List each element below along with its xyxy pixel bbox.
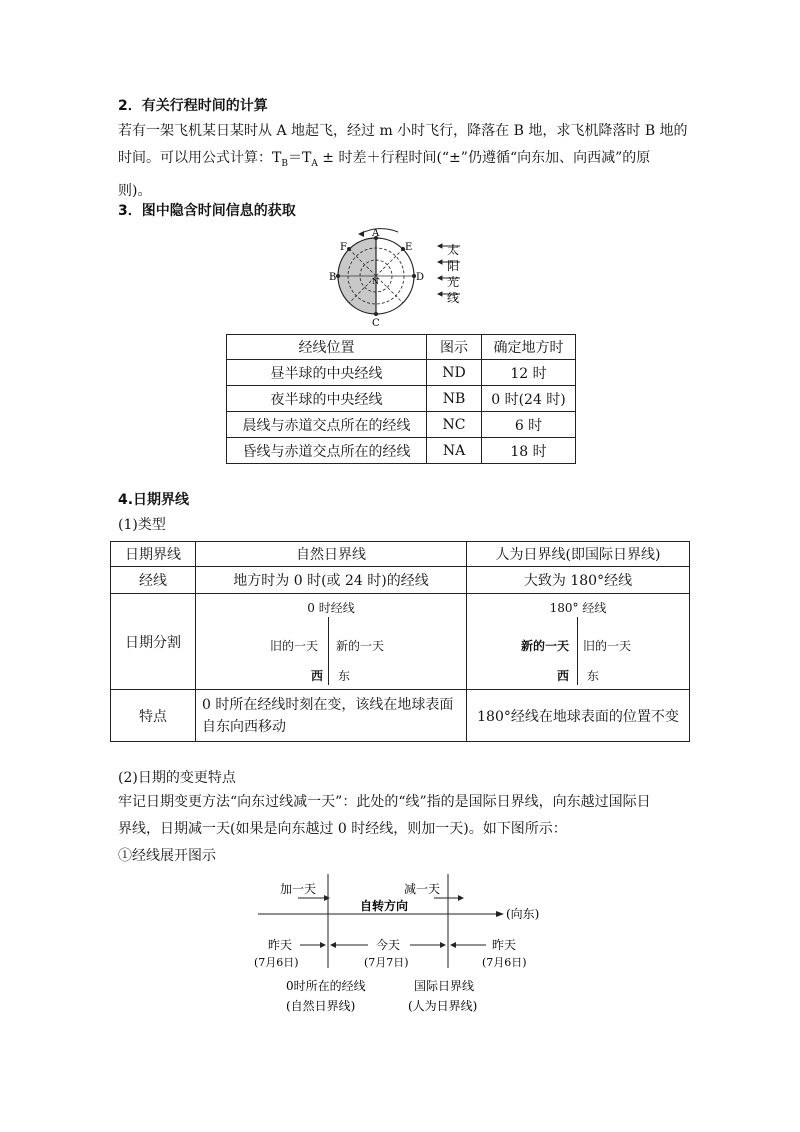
sun-char-3: 光 xyxy=(447,275,460,289)
intl-line-caption: 国际日界线 xyxy=(414,979,475,993)
int-left-label: 新的一天 xyxy=(521,638,570,653)
table-cell: NB xyxy=(427,386,482,412)
table-cell: 昏线与赤道交点所在的经线 xyxy=(227,438,427,464)
section4-para-line2: 界线，日期减一天(如果是向东越过 0 时经线，则加一天)。如下图所示： xyxy=(118,821,567,837)
col-header: 确定地方时 xyxy=(482,335,576,360)
section4-paragraph xyxy=(118,789,651,843)
label-e: E xyxy=(405,242,413,253)
section3-heading: 3．图中隐含时间信息的获取 xyxy=(118,203,296,219)
r3-c1-line1: 0 时所在经线时刻在变，该线在地球表面 xyxy=(202,696,454,713)
section4-heading: 4.日期界线 xyxy=(118,492,190,508)
table-cell: NA xyxy=(427,438,482,464)
label-d: D xyxy=(416,272,425,283)
table-cell: 6 时 xyxy=(482,412,576,438)
row-label: 经线 xyxy=(111,567,196,594)
east-label: (向东) xyxy=(506,907,540,921)
row-label: 特点 xyxy=(111,690,196,742)
yesterday-date-2: (7月6日) xyxy=(482,956,527,969)
section2-heading: 2．有关行程时间的计算 xyxy=(118,98,268,114)
nat-west-label: 西 xyxy=(311,668,324,683)
intl-date-split-cell xyxy=(467,594,690,690)
section4-para-line1: 牢记日期变更方法“向东过线减一天”：此处的“线”指的是国际日界线，向东越过国际日 xyxy=(118,794,651,810)
section4-sub2: (2)日期的变更特点 xyxy=(118,770,236,786)
sun-char-1: 太 xyxy=(447,243,460,257)
table-cell: 夜半球的中央经线 xyxy=(227,386,427,412)
meridian-time-table xyxy=(226,334,576,464)
table-row xyxy=(227,360,576,386)
table-header-row xyxy=(227,335,576,360)
row-label: 日期分割 xyxy=(111,594,196,690)
natural-date-split-cell xyxy=(196,594,467,690)
nat-divider xyxy=(328,617,329,685)
yesterday-label-2: 昨天 xyxy=(492,938,517,952)
table-cell: NC xyxy=(427,412,482,438)
table-row xyxy=(227,386,576,412)
date-line-table xyxy=(110,541,690,742)
section2-line1: 若有一架飞机某日某时从 A 地起飞，经过 m 小时飞行，降落在 B 地，求飞机降落时 B 地的 xyxy=(118,123,688,139)
int-right-label: 旧的一天 xyxy=(583,638,632,653)
label-b: B xyxy=(329,272,337,283)
today-date: (7月7日) xyxy=(364,956,409,969)
nat-right-label: 新的一天 xyxy=(336,638,385,653)
today-label: 今天 xyxy=(376,938,401,952)
col-header: 经线位置 xyxy=(227,335,427,360)
table-row xyxy=(227,412,576,438)
zero-meridian-caption: 0时所在的经线 xyxy=(286,979,366,993)
table-row xyxy=(227,438,576,464)
globe-diagram xyxy=(320,222,500,332)
nat-left-label: 旧的一天 xyxy=(270,638,319,653)
table-cell: 180°经线在地球表面的位置不变 xyxy=(467,690,690,742)
section4-sub3: ①经线展开图示 xyxy=(118,848,216,864)
yesterday-label-1: 昨天 xyxy=(268,938,293,952)
table-cell: 12 时 xyxy=(482,360,576,386)
rotation-arrowhead xyxy=(358,231,364,237)
nat-top-label: 0 时经线 xyxy=(307,600,355,615)
r3-c1-line2: 自东向西移动 xyxy=(202,718,286,735)
table-cell: ND xyxy=(427,360,482,386)
int-top-label: 180° 经线 xyxy=(549,600,607,615)
table-row xyxy=(111,567,690,594)
table-cell: 18 时 xyxy=(482,438,576,464)
int-west-label: 西 xyxy=(557,668,570,683)
label-f: F xyxy=(340,242,347,253)
section2-line2: 时间。可以用公式计算：$T_B=T_A$ ± 时差＋行程时间(“±”仍遵循“向东加、向西减”的原 xyxy=(118,150,651,169)
col-header: 日期界线 xyxy=(111,542,196,567)
minus-day-label: 减一天 xyxy=(404,882,441,896)
yesterday-date-1: (7月6日) xyxy=(254,956,299,969)
table-cell: 昼半球的中央经线 xyxy=(227,360,427,386)
col-header: 自然日界线 xyxy=(196,542,467,567)
zero-meridian-caption-sub: (自然日界线) xyxy=(286,999,356,1013)
table-cell: 地方时为 0 时(或 24 时)的经线 xyxy=(196,567,467,594)
rotation-direction-label: 自转方向 xyxy=(360,899,409,913)
table-cell: 晨线与赤道交点所在的经线 xyxy=(227,412,427,438)
label-a: A xyxy=(372,228,380,239)
table-row xyxy=(111,690,690,742)
table-cell: 大致为 180°经线 xyxy=(467,567,690,594)
table-cell: 0 时(24 时) xyxy=(482,386,576,412)
section2-paragraph xyxy=(118,118,718,205)
col-header: 人为日界线(即国际日界线) xyxy=(467,542,690,567)
sun-char-2: 阳 xyxy=(447,259,460,273)
int-east-label: 东 xyxy=(587,668,600,683)
table-row xyxy=(111,594,690,690)
label-c: C xyxy=(372,318,380,329)
meridian-expansion-figure xyxy=(250,868,570,1028)
section4-sub1: (1)类型 xyxy=(118,517,166,533)
table-cell xyxy=(196,690,467,742)
int-divider xyxy=(577,617,578,685)
section2-line3: 则)。 xyxy=(118,182,152,199)
table-header-row xyxy=(111,542,690,567)
intl-line-caption-sub: (人为日界线) xyxy=(408,999,478,1013)
col-header: 图示 xyxy=(427,335,482,360)
nat-east-label: 东 xyxy=(338,668,351,683)
add-day-label: 加一天 xyxy=(280,882,317,896)
sun-char-4: 线 xyxy=(447,291,460,305)
label-n: N xyxy=(372,277,379,286)
